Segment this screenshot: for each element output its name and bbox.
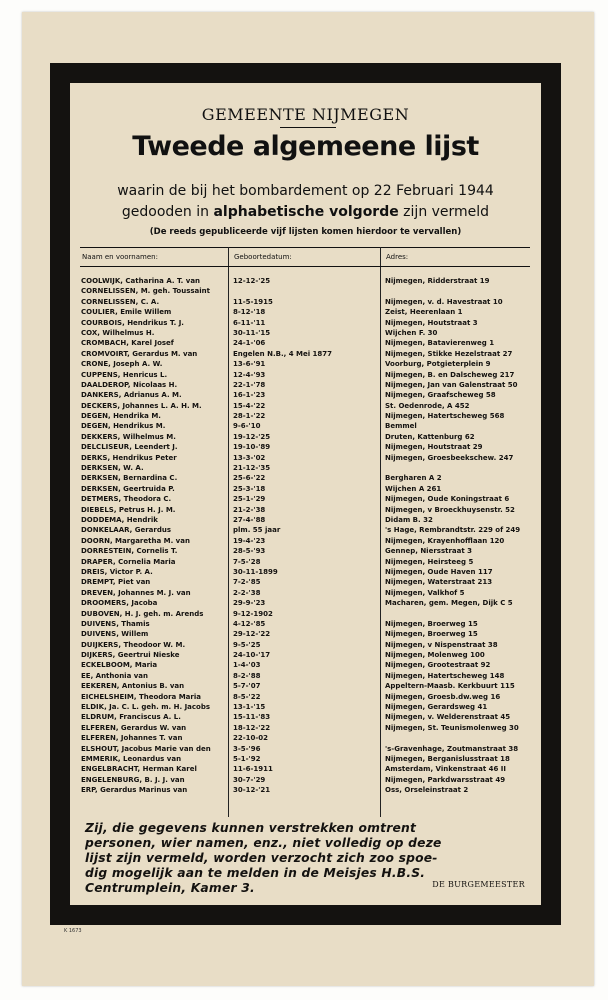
name-cell: ELDRUM, Franciscus A. L. — [81, 713, 181, 722]
name-cell: CROMBACH, Karel Josef — [81, 339, 174, 348]
address-cell: Nijmegen, Oude Haven 117 — [385, 567, 493, 576]
name-cell: COX, Wilhelmus H. — [81, 328, 155, 337]
address-cell: Nijmegen, Groesb.dw.weg 16 — [385, 692, 501, 701]
notice-line: Centrumplein, Kamer 3. — [85, 881, 255, 895]
name-cell: DEKKERS, Wilhelmus M. — [81, 432, 176, 441]
municipality-underline — [280, 127, 336, 128]
name-cell: DORRESTEIN, Cornelis T. — [81, 547, 178, 556]
table-row — [80, 484, 530, 494]
table-top-rule — [80, 247, 530, 248]
notice-line: Zij, die gegevens kunnen verstrekken omtrent — [85, 821, 417, 835]
birthdate-cell: 13-3-'02 — [233, 453, 266, 462]
table-row — [80, 380, 530, 390]
address-cell: Nijmegen, Grootestraat 92 — [385, 661, 491, 670]
table-row — [80, 453, 530, 463]
name-cell: ELDIK, Ja. C. L. geh. m. H. Jacobs — [81, 703, 211, 712]
address-cell: Appeltern-Maasb. Kerkbuurt 115 — [385, 682, 515, 691]
birthdate-cell: plm. 55 jaar — [233, 526, 281, 535]
birthdate-cell: 12-4-'93 — [233, 370, 266, 379]
name-cell: DANKERS, Adrianus A. M. — [81, 391, 182, 400]
birthdate-cell: 15-4-'22 — [233, 401, 266, 410]
address-cell: Nijmegen, Ridderstraat 19 — [385, 277, 490, 285]
name-cell: CROMVOIRT, Gerardus M. van — [81, 349, 198, 358]
table-row — [80, 286, 530, 296]
birthdate-cell: 5-1-'92 — [233, 754, 261, 763]
birthdate-cell: 24-1-'06 — [233, 339, 266, 348]
name-cell: ECKELBOOM, Maria — [81, 661, 158, 670]
birthdate-cell: 22-1-'78 — [233, 380, 266, 389]
subtitle-line-2-bold: alphabetische volgorde — [213, 204, 399, 220]
name-cell: COOLWIJK, Catharina A. T. van — [81, 277, 201, 285]
table-row — [80, 411, 530, 421]
name-cell: ELFEREN, Johannes T. van — [81, 734, 183, 743]
name-cell: DEGEN, Hendrika M. — [81, 412, 161, 421]
victims-list — [80, 276, 530, 796]
birthdate-cell: 9-5-'25 — [233, 640, 261, 649]
table-row — [80, 328, 530, 338]
address-cell: Nijmegen, B. en Dalscheweg 217 — [385, 370, 515, 379]
name-cell: ELSHOUT, Jacobus Marie van den — [81, 744, 211, 753]
birthdate-cell: 19-4-'23 — [233, 536, 266, 545]
name-cell: EE, Anthonia van — [81, 671, 149, 680]
table-row — [80, 463, 530, 473]
birthdate-cell: 19-12-'25 — [233, 432, 271, 441]
birthdate-cell: 24-10-'17 — [233, 651, 271, 660]
table-row — [80, 775, 530, 785]
notice-line: dig mogelijk aan te melden in de Meisjes H.B.S. — [85, 866, 426, 880]
address-cell: Bergharen A 2 — [385, 474, 442, 483]
birthdate-cell: 9-6-'10 — [233, 422, 261, 431]
table-row — [80, 609, 530, 619]
address-cell: Nijmegen, Valkhof 5 — [385, 588, 465, 597]
address-cell: Nijmegen, Berganislusstraat 18 — [385, 754, 510, 763]
table-row — [80, 349, 530, 359]
name-cell: DEGEN, Hendrikus M. — [81, 422, 166, 431]
table-row — [80, 318, 530, 328]
address-cell: Nijmegen, Hatertscheweg 148 — [385, 671, 505, 680]
birthdate-cell: 8-12-'18 — [233, 308, 266, 317]
name-cell: EICHELSHEIM, Theodora Maria — [81, 692, 201, 701]
table-row — [80, 744, 530, 754]
birthdate-cell: 30-12-'21 — [233, 786, 271, 795]
birthdate-cell: 7-5-'28 — [233, 557, 261, 566]
notice-line: personen, wier namen, enz., niet volledig op deze — [85, 836, 442, 850]
table-row — [80, 660, 530, 670]
birthdate-cell: 28-1-'22 — [233, 412, 266, 421]
name-cell: DERKSEN, Bernardina C. — [81, 474, 178, 483]
birthdate-cell: 5-7-'07 — [233, 682, 261, 691]
notice-line: lijst zijn vermeld, worden verzocht zich zoo spoe- — [85, 851, 438, 865]
table-row — [80, 432, 530, 442]
table-row — [80, 754, 530, 764]
name-cell: DRAPER, Cornelia Maria — [81, 557, 176, 566]
birthdate-cell: 9-12-1902 — [233, 609, 273, 618]
table-row — [80, 712, 530, 722]
name-cell: COURBOIS, Hendrikus T. J. — [81, 318, 184, 327]
birthdate-cell: 21-12-'35 — [233, 464, 271, 473]
name-cell: DELCLISEUR, Leendert J. — [81, 443, 178, 452]
birthdate-cell: Engelen N.B., 4 Mei 1877 — [233, 349, 333, 358]
birthdate-cell: 3-5-'96 — [233, 744, 261, 753]
name-cell: DREVEN, Johannes M. J. van — [81, 588, 191, 597]
address-cell: Oss, Orseleinstraat 2 — [385, 786, 469, 795]
name-cell: DREMPT, Piet van — [81, 578, 151, 587]
address-cell: Nijmegen, Hatertscheweg 568 — [385, 412, 505, 421]
address-cell: Nijmegen, Heirsteeg 5 — [385, 557, 474, 566]
birthdate-cell: 21-2-'38 — [233, 505, 266, 514]
table-row — [80, 671, 530, 681]
birthdate-cell: 27-4-'88 — [233, 515, 266, 524]
name-cell: EEKEREN, Antonius B. van — [81, 682, 185, 691]
name-cell: COULIER, Emile Willem — [81, 308, 172, 317]
table-row — [80, 421, 530, 431]
address-cell: Nijmegen, Gerardsweg 41 — [385, 703, 488, 712]
address-cell: Macharen, gem. Megen, Dijk C 5 — [385, 599, 513, 608]
birthdate-cell: 25-3-'18 — [233, 484, 266, 493]
table-header-rule — [80, 266, 530, 267]
table-row — [80, 546, 530, 556]
name-cell: CUPPENS, Henricus L. — [81, 370, 168, 379]
table-row — [80, 473, 530, 483]
birthdate-cell: 8-5-'22 — [233, 692, 261, 701]
subtitle-note: (De reeds gepubliceerde vijf lijsten komen hierdoor te vervallen) — [149, 227, 462, 237]
table-row — [80, 723, 530, 733]
name-cell: DAALDEROP, Nicolaas H. — [81, 380, 178, 389]
address-cell: Nijmegen, Houtstraat 3 — [385, 318, 478, 327]
name-cell: DUBOVEN, H. J. geh. m. Arends — [81, 609, 204, 618]
table-row — [80, 390, 530, 400]
birthdate-cell: 11-5-1915 — [233, 297, 273, 306]
address-cell: Nijmegen, Parkdwarsstraat 49 — [385, 775, 506, 784]
subtitle-line-2 — [70, 204, 541, 220]
birthdate-cell: 30-11-1899 — [233, 567, 278, 576]
name-cell: DREIS, Victor P. A. — [81, 567, 153, 576]
name-cell: ERP, Gerardus Marinus van — [81, 786, 188, 795]
name-cell: DUIJKERS, Theodoor W. M. — [81, 640, 186, 649]
column-header-address: Adres: — [386, 253, 409, 261]
name-cell: ENGELBRACHT, Herman Karel — [81, 765, 197, 774]
birthdate-cell: 11-6-1911 — [233, 765, 273, 774]
address-cell: Amsterdam, Vinkenstraat 46 II — [385, 765, 507, 774]
table-row — [80, 297, 530, 307]
municipality-heading: GEMEENTE NIJMEGEN — [201, 105, 410, 124]
birthdate-cell: 8-2-'88 — [233, 671, 261, 680]
table-row — [80, 692, 530, 702]
table-row — [80, 588, 530, 598]
table-row — [80, 598, 530, 608]
address-cell: 's Hage, Rembrandtstr. 229 of 249 — [385, 526, 521, 535]
address-cell: Voorburg, Potgieterplein 9 — [385, 360, 491, 369]
birthdate-cell: 2-2-'38 — [233, 588, 261, 597]
name-cell: DONKELAAR, Gerardus — [81, 526, 172, 535]
name-cell: DUIVENS, Thamis — [81, 619, 150, 628]
birthdate-cell: 25-6-'22 — [233, 474, 266, 483]
birthdate-cell: 28-5-'93 — [233, 547, 266, 556]
name-cell: DIEBELS, Petrus H. J. M. — [81, 505, 176, 514]
name-cell: DERKS, Hendrikus Peter — [81, 453, 177, 462]
address-cell: Nijmegen, Broerweg 15 — [385, 619, 478, 628]
birthdate-cell: 29-9-'23 — [233, 599, 266, 608]
address-cell: Nijmegen, Groesbeekschew. 247 — [385, 453, 514, 462]
table-row — [80, 764, 530, 774]
address-cell: Wijchen F. 30 — [385, 328, 438, 337]
birthdate-cell: 7-2-'85 — [233, 578, 261, 587]
birthdate-cell: 30-7-'29 — [233, 775, 266, 784]
birthdate-cell: 29-12-'22 — [233, 630, 271, 639]
birthdate-cell: 12-12-'25 — [233, 277, 271, 285]
table-row — [80, 359, 530, 369]
table-row — [80, 494, 530, 504]
table-row — [80, 567, 530, 577]
address-cell: Nijmegen, Stikke Hezelstraat 27 — [385, 349, 513, 358]
table-row — [80, 370, 530, 380]
address-cell: Nijmegen, Krayenhofflaan 120 — [385, 536, 505, 545]
table-row — [80, 401, 530, 411]
name-cell: DIJKERS, Geertrui Nieske — [81, 651, 180, 660]
birthdate-cell: 13-1-'15 — [233, 703, 266, 712]
signer: DE BURGEMEESTER — [432, 880, 525, 889]
column-header-birthdate: Geboortedatum: — [234, 253, 292, 261]
address-cell: 's-Gravenhage, Zoutmanstraat 38 — [385, 744, 519, 753]
address-cell: Nijmegen, v Nispenstraat 38 — [385, 640, 498, 649]
name-cell: DERKSEN, Geertruida P. — [81, 484, 175, 493]
subtitle-line-1: waarin de bij het bombardement op 22 Februari 1944 — [117, 183, 494, 199]
subtitle-line-2-pre: gedooden in — [121, 204, 214, 220]
name-cell: ENGELENBURG, B. J. J. van — [81, 775, 185, 784]
birthdate-cell: 22-10-02 — [233, 734, 269, 743]
column-header-name: Naam en voornamen: — [82, 253, 158, 261]
table-row — [80, 525, 530, 535]
birthdate-cell: 30-11-'15 — [233, 328, 271, 337]
birthdate-cell: 25-1-'29 — [233, 495, 266, 504]
name-cell: CRONE, Joseph A. W. — [81, 360, 163, 369]
birthdate-cell: 4-12-'85 — [233, 619, 266, 628]
birthdate-cell: 13-6-'91 — [233, 360, 266, 369]
table-row — [80, 442, 530, 452]
address-cell: St. Oedenrode, A 452 — [385, 401, 470, 410]
table-row — [80, 681, 530, 691]
table-row — [80, 307, 530, 317]
table-row — [80, 640, 530, 650]
birthdate-cell: 19-10-'89 — [233, 443, 271, 452]
address-cell: Nijmegen, v. Welderenstraat 45 — [385, 713, 511, 722]
name-cell: DECKERS, Johannes L. A. H. M. — [81, 401, 202, 410]
address-cell: Didam B. 32 — [385, 515, 433, 524]
subtitle-line-2-post: zijn vermeld — [398, 204, 490, 220]
address-cell: Bemmel — [385, 422, 417, 431]
name-cell: EMMERIK, Leonardus van — [81, 754, 182, 763]
name-cell: DOORN, Margaretha M. van — [81, 536, 190, 545]
birthdate-cell: 18-12-'22 — [233, 723, 271, 732]
table-row — [80, 619, 530, 629]
address-cell: Nijmegen, Broerweg 15 — [385, 630, 478, 639]
table-row — [80, 505, 530, 515]
address-cell: Nijmegen, Graafscheweg 58 — [385, 391, 496, 400]
address-cell: Gennep, Niersstraat 3 — [385, 547, 473, 556]
table-row — [80, 650, 530, 660]
name-cell: DUIVENS, Willem — [81, 630, 149, 639]
address-cell: Wijchen A 261 — [385, 484, 442, 493]
birthdate-cell: 1-4-'03 — [233, 661, 261, 670]
table-row — [80, 536, 530, 546]
address-cell: Druten, Kattenburg 62 — [385, 432, 475, 441]
table-row — [80, 338, 530, 348]
printer-code: K 1673 — [64, 928, 82, 934]
table-row — [80, 702, 530, 712]
name-cell: ELFEREN, Gerardus W. van — [81, 723, 187, 732]
address-cell: Nijmegen, Batavierenweg 1 — [385, 339, 495, 348]
table-row — [80, 733, 530, 743]
name-cell: DERKSEN, W. A. — [81, 464, 144, 473]
address-cell: Nijmegen, v Broeckhuysenstr. 52 — [385, 505, 515, 514]
table-row — [80, 515, 530, 525]
page-title: Tweede algemeene lijst — [132, 131, 479, 162]
name-cell: CORNELISSEN, M. geh. Toussaint — [81, 287, 211, 296]
birthdate-cell: 15-11-'83 — [233, 713, 271, 722]
table-row — [80, 629, 530, 639]
address-cell: Nijmegen, v. d. Havestraat 10 — [385, 297, 503, 306]
table-row — [80, 577, 530, 587]
name-cell: DROOMERS, Jacoba — [81, 599, 158, 608]
name-cell: CORNELISSEN, C. A. — [81, 297, 160, 306]
address-cell: Nijmegen, Molenweg 100 — [385, 651, 485, 660]
address-cell: Nijmegen, St. Teunismolenweg 30 — [385, 723, 519, 732]
name-cell: DETMERS, Theodora C. — [81, 495, 172, 504]
table-row — [80, 557, 530, 567]
address-cell: Nijmegen, Waterstraat 213 — [385, 578, 493, 587]
address-cell: Nijmegen, Houtstraat 29 — [385, 443, 483, 452]
name-cell: DODDEMA, Hendrik — [81, 515, 158, 524]
address-cell: Nijmegen, Jan van Galenstraat 50 — [385, 380, 518, 389]
table-row — [80, 276, 530, 286]
birthdate-cell: 6-11-'11 — [233, 318, 266, 327]
address-cell: Zeist, Heerenlaan 1 — [385, 308, 463, 317]
poster-content — [70, 83, 541, 905]
address-cell: Nijmegen, Oude Koningstraat 6 — [385, 495, 510, 504]
birthdate-cell: 16-1-'23 — [233, 391, 266, 400]
table-row — [80, 785, 530, 795]
